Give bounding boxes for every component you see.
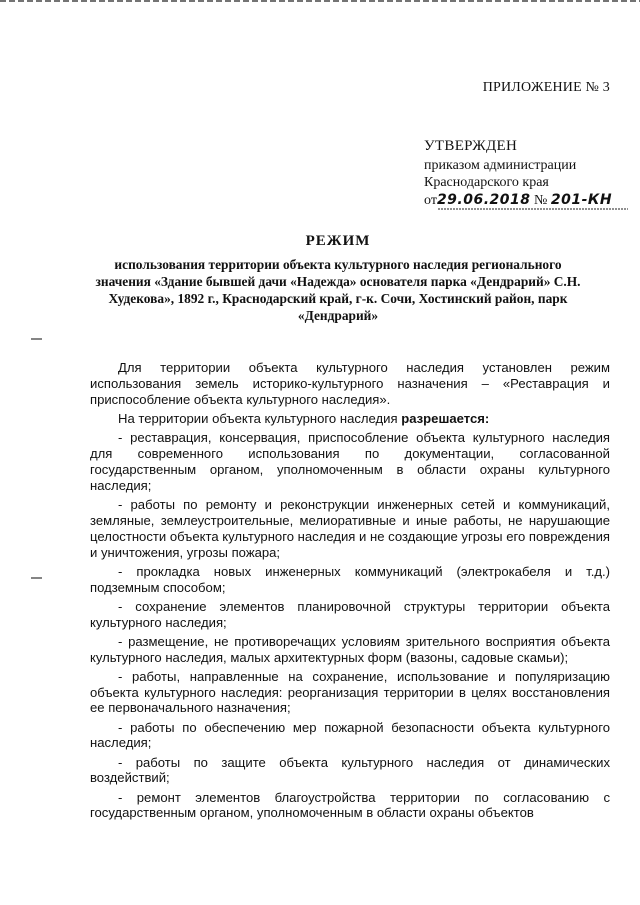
date-prefix: от	[424, 193, 437, 208]
document-body	[90, 360, 610, 825]
list-item: - реставрация, консервация, приспособление объекта культурного наследия для современного использования по документации, согласованной государственным органом, уполномоченным в области охраны культурного наследия;	[90, 430, 610, 493]
title-block	[88, 233, 588, 324]
intro-paragraph: Для территории объекта культурного наследия установлен режим использования земель историко-культурного назначения – «Реставрация и приспособление объекта культурного наследия».	[90, 360, 610, 407]
document-title: РЕЖИМ	[305, 233, 371, 249]
date-underline	[438, 208, 628, 211]
appendix-label: ПРИЛОЖЕНИЕ № 3	[482, 80, 610, 95]
allowed-keyword: разрешается:	[401, 410, 490, 426]
approval-block	[424, 138, 634, 211]
approval-date-line	[424, 191, 634, 211]
scan-margin-mark	[30, 337, 44, 341]
list-item: - работы по обеспечению мер пожарной безопасности объекта культурного наследия;	[90, 719, 610, 751]
list-item: - ремонт элементов благоустройства территории по согласованию с государственным органом, уполномоченным в области охраны объектов	[90, 789, 610, 821]
list-item: - размещение, не противоречащих условиям зрительного восприятия объекта культурного наследия, малых архитектурных форм (вазоны, садовые скамьи);	[90, 633, 610, 665]
list-item: - работы по ремонту и реконструкции инженерных сетей и коммуникаций, земляные, землеустроительные, мелиоративные и иные работы, не нарушающие целостности объекта культурного наследия и не создающие угрозы его повреждения и уничтожения, угрозы пожара;	[90, 496, 610, 560]
approved-heading: УТВЕРЖДЕН	[424, 138, 518, 154]
scan-margin-mark	[30, 576, 44, 580]
scan-edge-line	[0, 0, 640, 4]
approval-region-line: Краснодарского края	[424, 175, 549, 190]
handwritten-date: 29.06.2018	[436, 192, 531, 208]
list-item: - работы, направленные на сохранение, использование и популяризацию объекта культурного наследия: реорганизация территории в целях восстановления ее первоначального назначения;	[90, 668, 610, 716]
number-sign: №	[534, 193, 548, 208]
list-item: - сохранение элементов планировочной структуры территории объекта культурного наследия;	[90, 598, 610, 630]
list-item: - работы по защите объекта культурного наследия от динамических воздействий;	[90, 754, 610, 786]
list-item: - прокладка новых инженерных коммуникаций (электрокабеля и т.д.) подземным способом;	[90, 563, 610, 595]
approval-order-line: приказом администрации	[424, 158, 577, 173]
handwritten-number: 201-КН	[550, 192, 613, 208]
document-subtitle: использования территории объекта культурного наследия регионального значения «Здание бывшей дачи «Надежда» основателя парка «Дендрарий» С.Н. Худекова», 1892 г., Краснодарский край, г-к. Сочи, Хостинский район, парк «Дендрарий»	[95, 257, 581, 323]
allowed-paragraph	[90, 411, 610, 427]
allowed-prefix: На территории объекта культурного наследия	[118, 410, 402, 426]
